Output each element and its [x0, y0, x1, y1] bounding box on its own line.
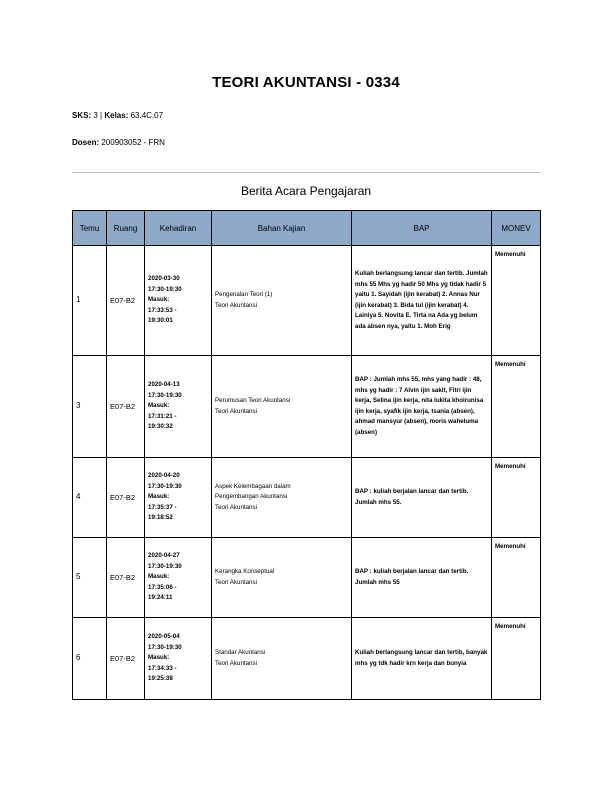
- cell-temu: 3: [73, 356, 107, 458]
- cell-temu: 6: [73, 618, 107, 700]
- cell-monev: Memenuhi: [492, 538, 541, 618]
- dosen-value: 200903052 - FRN: [101, 138, 165, 147]
- cell-kehadiran: 2020-05-04 17:30-19:30 Masuk: 17:34:33 - 19:25:38: [145, 618, 212, 700]
- teaching-record-table: [72, 210, 541, 700]
- cell-ruang: E07-B2: [107, 618, 145, 700]
- cell-bahan-kajian: Perumusan Teori Akuntansi Teori Akuntansi: [212, 356, 352, 458]
- cell-monev: Memenuhi: [492, 246, 541, 356]
- col-header-kehadiran: Kehadiran: [145, 211, 212, 246]
- col-header-monev: MONEV: [492, 211, 541, 246]
- cell-temu: 1: [73, 246, 107, 356]
- dosen-label: Dosen:: [72, 138, 100, 147]
- course-meta: [72, 111, 163, 120]
- cell-temu: 4: [73, 458, 107, 538]
- cell-bahan-kajian: Standar Akuntansi Teori Akuntansi: [212, 618, 352, 700]
- lecturer-meta: [72, 138, 165, 147]
- cell-temu: 5: [73, 538, 107, 618]
- cell-monev: Memenuhi: [492, 458, 541, 538]
- cell-bahan-kajian: Pengenalan Teori (1) Teori Akuntansi: [212, 246, 352, 356]
- sks-value: 3 |: [93, 111, 105, 120]
- cell-bap: Kuliah berlangsung lancar dan tertib. Jumlah mhs 55 Mhs yg hadir 50 Mhs yg tidak hadir 5 yaitu 1. Sayidah (ijin kerabat) 2. Annas Nur (ijin kerabat) 3. Bida tul (ijin kerabat) 4. Lainiya 5. Novita E. Tirta na Ada yg belum ada absen nya, yaitu 1. Moh Erig: [352, 246, 492, 356]
- cell-monev: Memenuhi: [492, 618, 541, 700]
- col-header-bahan-kajian: Bahan Kajian: [212, 211, 352, 246]
- cell-kehadiran: 2020-03-30 17:30-19:30 Masuk: 17:33:53 - 19:30:01: [145, 246, 212, 356]
- cell-bap: BAP : Jumlah mhs 55, mhs yang hadir : 48, mhs yg hadir : 7 Alvin ijin sakit, Fitri ijin kerja, Selina ijin kerja, nita lukita khoirunisa ijin kerja, syafik ijin kerja, tsania (absen), ahmad mansyur (absen), moris waheluma (absen): [352, 356, 492, 458]
- cell-bap: Kuliah berlangsung lancar dan tertib, banyak mhs yg tdk hadir krn kerja dan bunyia: [352, 618, 492, 700]
- cell-ruang: E07-B2: [107, 246, 145, 356]
- cell-bap: BAP : kuliah berjalan lancar dan tertib. Jumlah mhs 55.: [352, 458, 492, 538]
- cell-kehadiran: 2020-04-13 17:30-19:30 Masuk: 17:31:21 - 19:30:32: [145, 356, 212, 458]
- cell-ruang: E07-B2: [107, 458, 145, 538]
- table-row: [73, 458, 541, 538]
- col-header-temu: Temu: [73, 211, 107, 246]
- cell-kehadiran: 2020-04-27 17:30-19:30 Masuk: 17:35:06 - 19:24:11: [145, 538, 212, 618]
- col-header-bap: BAP: [352, 211, 492, 246]
- kelas-label: Kelas:: [104, 111, 129, 120]
- kelas-value: 63.4C.07: [130, 111, 164, 120]
- cell-monev: Memenuhi: [492, 356, 541, 458]
- cell-bahan-kajian: Aspek Kelembagaan dalam Pengembangan Akuntansi Teori Akuntansi: [212, 458, 352, 538]
- cell-ruang: E07-B2: [107, 356, 145, 458]
- table-row: [73, 356, 541, 458]
- col-header-ruang: Ruang: [107, 211, 145, 246]
- table-row: [73, 538, 541, 618]
- cell-kehadiran: 2020-04-20 17:30-19:30 Masuk: 17:35:37 - 19:18:52: [145, 458, 212, 538]
- course-title: TEORI AKUNTANSI - 0334: [212, 74, 400, 91]
- table-header-row: [73, 211, 541, 246]
- cell-bahan-kajian: Kerangka Konseptual Teori Akuntansi: [212, 538, 352, 618]
- divider: [72, 172, 540, 173]
- cell-ruang: E07-B2: [107, 538, 145, 618]
- cell-bap: BAP : kuliah berjalan lancar dan tertib. Jumlah mhs 55: [352, 538, 492, 618]
- sks-label: SKS:: [72, 111, 92, 120]
- table-row: [73, 246, 541, 356]
- section-title: Berita Acara Pengajaran: [240, 184, 372, 198]
- table-row: [73, 618, 541, 700]
